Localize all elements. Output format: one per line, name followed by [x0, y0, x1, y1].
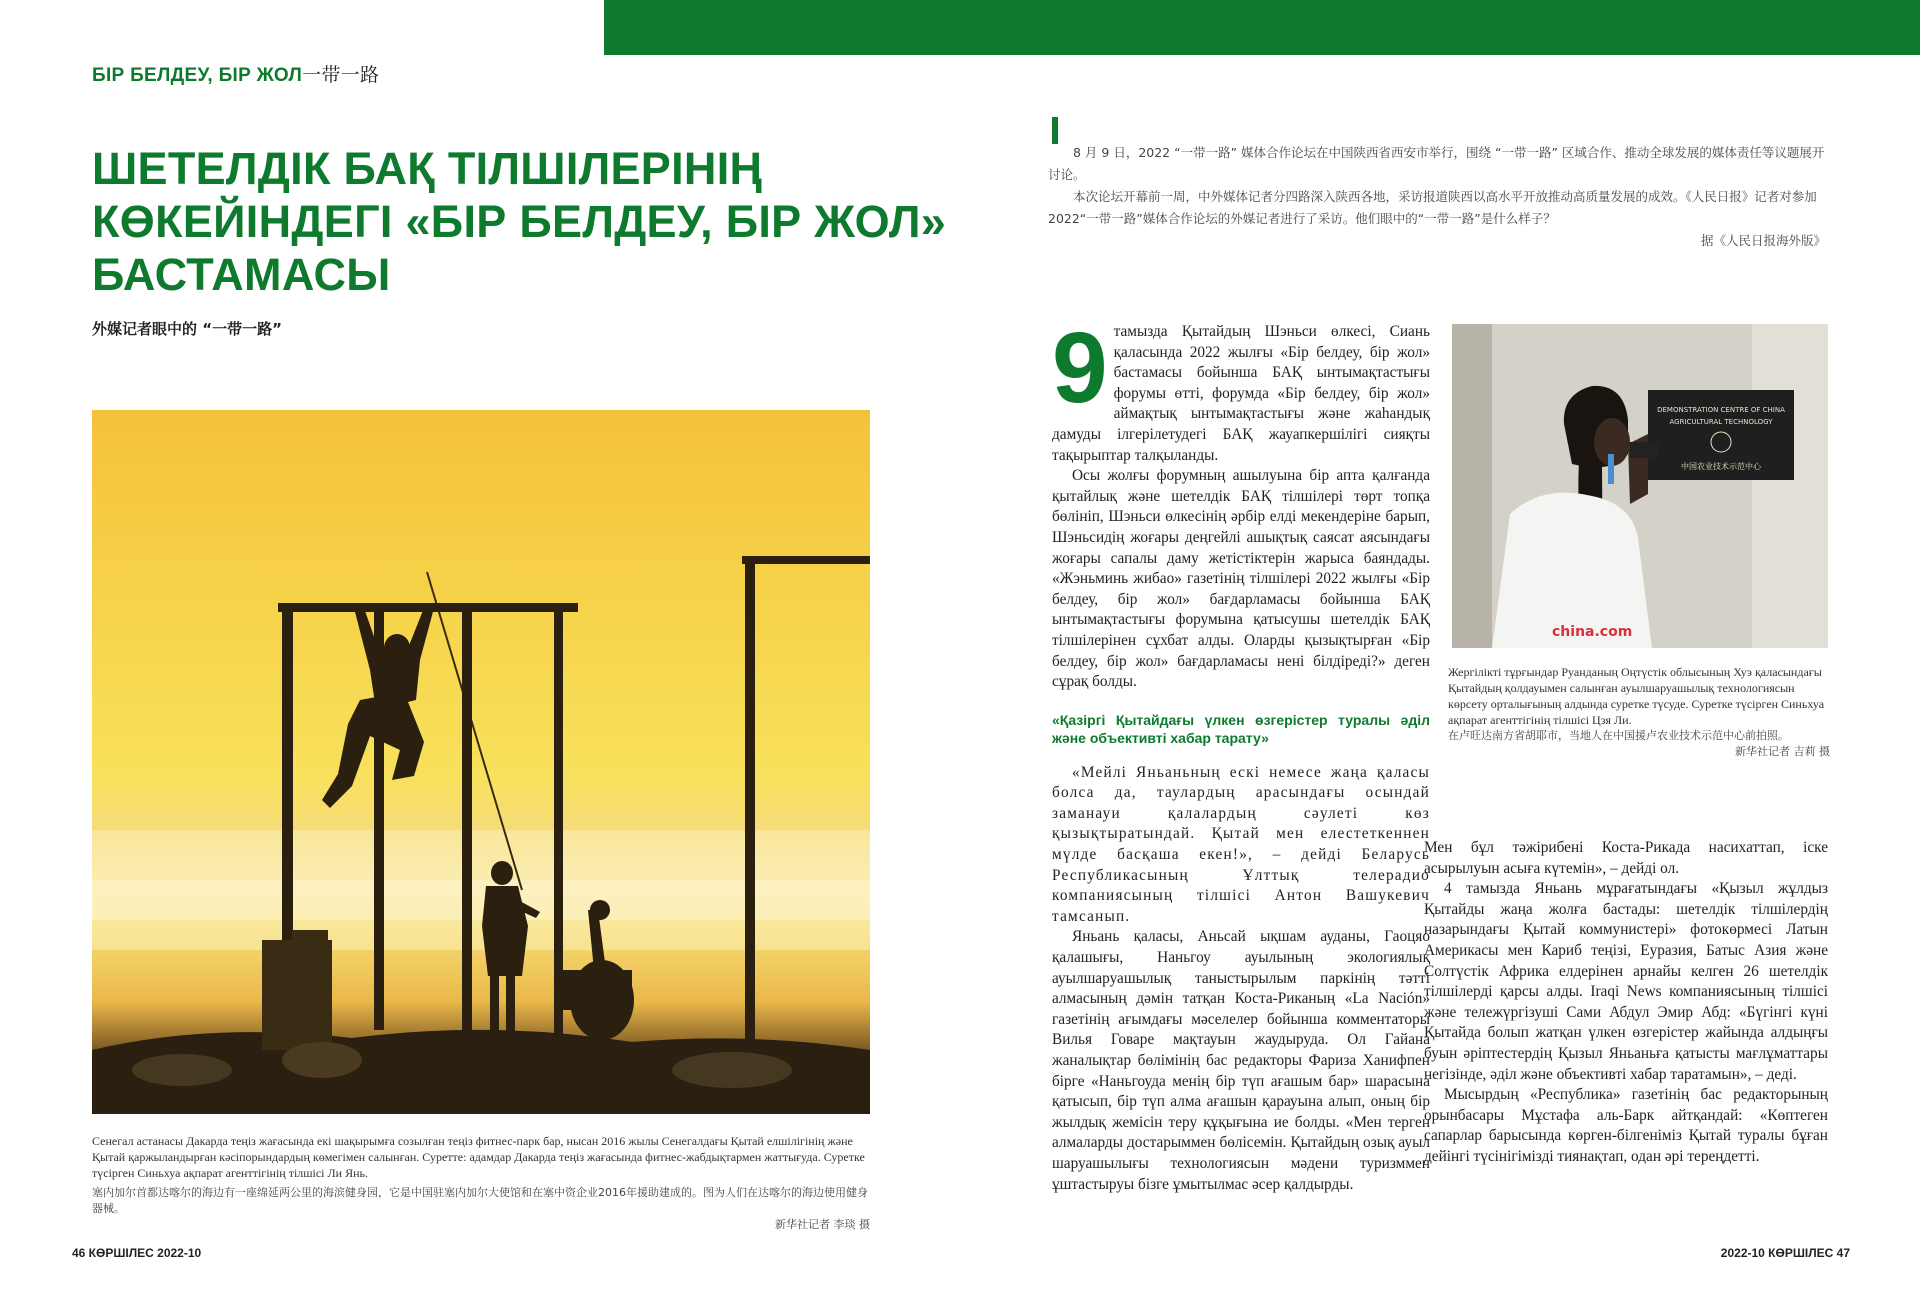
body-paragraph: 4 тамызда Яньань мұрағатындағы «Қызыл жұлдыз Қытайды жаңа жолға бастады: шетелдік тілшілердің назарындағы Қытай коммунистері» фотокөрмесі Латын Америкасы мен Кариб теңізі, Еуразия, Батыс Азия және Солтүстік Африка елдерінен арнайы келген 26 шетелдік тілшілерді қарсы алды. Iraqi News компаниясының тілшісі және тележүргізуші Сами Абдул Эмир Абд: «Бүгінгі күні Қытайда болып жатқан үлкен өзгерістер жайында алдыңғы буын әріптестердің Қызыл Яньаньға қатысты мағлұматтары негізінде, әділ және объективті хабар таратамын», – деді. — [1424, 880, 1828, 1083]
agri-centre-illustration — [1452, 324, 1828, 648]
silhouette-illustration — [92, 410, 870, 1114]
section-subhead: «Қазіргі Қытайдағы үлкен өзгерістер туралы әділ және объективті хабар тарату» — [1052, 711, 1430, 746]
section-label-kz: БІР БЕЛДЕУ, БІР ЖОЛ — [92, 65, 303, 86]
photo-left-caption-cn: 塞内加尔首都达喀尔的海边有一座绵延两公里的海滨健身园，它是中国驻塞内加尔大使馆和在塞中资企业2016年援助建成的。图为人们在达喀尔的海边使用健身器械。 — [92, 1186, 868, 1215]
sign-text-cn: 中国农业技术示范中心 — [1681, 462, 1761, 471]
lead-cn-paragraph-1: 8 月 9 日，2022 “一带一路” 媒体合作论坛在中国陕西省西安市举行，围绕 “一带一路” 区域合作、推动全球发展的媒体责任等议题展开讨论。 — [1048, 145, 1825, 182]
lead-cn — [1048, 142, 1826, 252]
photo-left-caption — [92, 1133, 870, 1233]
photo-right-caption-kz: Жергілікті тұрғындар Руанданың Оңтүстік облысының Хуэ қаласындағы Қытайдың қолдауымен салынған ауылшаруашылық технологиясын көрсету орталығының алдында суретке түсуде. Суретке түсірген Синьхуа ақпарат агенттігінің тілшісі Цзя Ли. — [1448, 665, 1825, 727]
page-title — [92, 142, 947, 301]
lead-cn-paragraph-2: 本次论坛开幕前一周，中外媒体记者分四路深入陕西各地，采访报道陕西以高水平开放推动高质量发展的成效。《人民日报》记者对参加2022“一带一路”媒体合作论坛的外媒记者进行了采访。他们眼中的“一带一路”是什么样子？ — [1048, 189, 1817, 226]
article-column-2 — [1424, 838, 1828, 1168]
article-column-1 — [1052, 312, 1430, 1195]
shirt-text: china.com — [1552, 624, 1633, 640]
folio-left: 46 КӨРШІЛЕС 2022-10 — [72, 1246, 202, 1260]
body-paragraph: Яньань қаласы, Аньсай ықшам ауданы, Гаоцяо қалашығы, Наньгоу ауылының экологиялық ауылшаруашылық таныстырылым паркінің тәтті алмасының дәмін татқан Коста-Риканың «La Nación» газетінің ағымдағы мәселелер бойынша комментаторы Вилья Говаре мақтауын жаудыруда. Ол Гайана жаналықтар бөлімінің бас редакторы Фариза Ханифпен бірге «Наньгоуда менің бір түп ағашым бар» шарасына қатысып, бір түп алма ағашын қарауына алып, оның бір жылдық жемісін теру құқығына ие болды. «Мен терген алмаларды достарыммен бөлісемін. Қытайдың озық ауыл шаруашылығы технологиясын мәдени туризммен ұштастыруы бізге ұмытылмас әсер қалдырды. — [1052, 928, 1430, 1193]
photo-right-caption-cn: 在卢旺达南方省胡耶市，当地人在中国援卢农业技术示范中心前拍照。 — [1448, 729, 1789, 742]
photo-seaside-fitness — [92, 410, 870, 1114]
sign-text-1: DEMONSTRATION CENTRE OF CHINA — [1657, 406, 1785, 414]
top-bar-left — [0, 0, 602, 55]
body-paragraph: Мен бұл тәжірибені Коста-Рикада насихаттап, іске асырылуын асыға күтемін», – дейді ол. — [1424, 839, 1828, 877]
photo-right-caption — [1448, 664, 1830, 760]
lead-accent-bar — [1052, 117, 1058, 144]
body-paragraph: «Мейлі Яньаньның ескі немесе жаңа қаласы болса да, таулардың арасындағы осындай заманауи қалалардың сәулеті көз қызықтыратындай. Қытай мен елестеткеннен мүлде басқаша екен!», – дейді Беларусь Республикасының Ұлттық телерадио компаниясының тілшісі Антон Вашукевич тамсанып. — [1052, 763, 1430, 925]
headline-line-2: КӨКЕЙІНДЕГІ «БІР БЕЛДЕУ, БІР ЖОЛ» — [92, 196, 947, 247]
photo-left-caption-kz: Сенегал астанасы Дакарда теңіз жағасында екі шақырымға созылған теңіз фитнес-парк бар, нысан 2016 жылы Сенегалдағы Қытай елшілігінің және Қытай қаржыландырған кәсіпорындардың көмегімен салынған. Суретте: адамдар Дакарда теңіз жағасында фитнес-жабдықтармен жаттығуда. Суретке түсірген Синьхуа ақпарат агенттігінің тілшісі Ли Янь. — [92, 1134, 865, 1180]
body-paragraph: Мысырдың «Республика» газетінің бас редакторының орынбасары Мұстафа аль-Барк айтқандай: «Көптеген сапарлар барысында көрген-білгеніміз Қытай туралы бұған дейінгі түсінігімізді тиянақтап, одан әрі тереңдетті. — [1424, 1086, 1828, 1165]
headline-line-1: ШЕТЕЛДІК БАҚ ТІЛШІЛЕРІНІҢ — [92, 143, 763, 194]
headline-line-3: БАСТАМАСЫ — [92, 249, 391, 300]
photo-right-credit: 新华社记者 吉莉 摄 — [1735, 745, 1830, 758]
body-paragraph: Осы жолғы форумның ашылуына бір апта қалғанда қытайлық және шетелдік БАҚ тілшілері төрт топқа бөлініп, Шэньси өлкесінің әрбір елді мекендеріне барып, Шэньсидің жоғары деңгейлі ашықтық саясат аясындағы жоғары сапалы даму жетістіктерін жарыса баяндады. «Жэньминь жибао» газетінің тілшілері 2022 жылғы «Бір белдеу, бір жол» бағдарламасы бойынша БАҚ ынтымақтастығы форумына қатысушы шетелдік БАҚ тілшілерінен сұхбат алды. Оларды қызықтырған «Бір белдеу, бір жол» бағдарламасы нені білдіреді?» деген сұрақ болды. — [1052, 467, 1430, 691]
photo-left-credit: 新华社记者 李琰 摄 — [775, 1218, 870, 1231]
subtitle-cn: 外媒记者眼中的 “一带一路” — [92, 320, 282, 338]
section-label-cn: 一带一路 — [302, 64, 380, 86]
folio-right: 2022-10 КӨРШІЛЕС 47 — [1720, 1246, 1850, 1260]
dropcap: 9 — [1052, 312, 1108, 424]
lead-source: 据《人民日报海外版》 — [1700, 233, 1826, 248]
sign-text-2: AGRICULTURAL TECHNOLOGY — [1669, 418, 1773, 426]
section-label — [92, 60, 379, 87]
body-paragraph: тамызда Қытайдың Шэньси өлкесі, Сиань қаласында 2022 жылғы «Бір белдеу, бір жол» бастамасы бойынша БАҚ ынтымақтастығы форумы өтті, форумда «Бір белдеу, бір жол» аймақтық ынтымақтастығы және жаһандық дамуды ілгерілетудегі БАҚ жауапкершілігі сияқты тақырыптар талқыланды. — [1052, 323, 1430, 464]
top-bar-right — [604, 0, 1920, 55]
photo-agri-centre — [1452, 324, 1828, 648]
